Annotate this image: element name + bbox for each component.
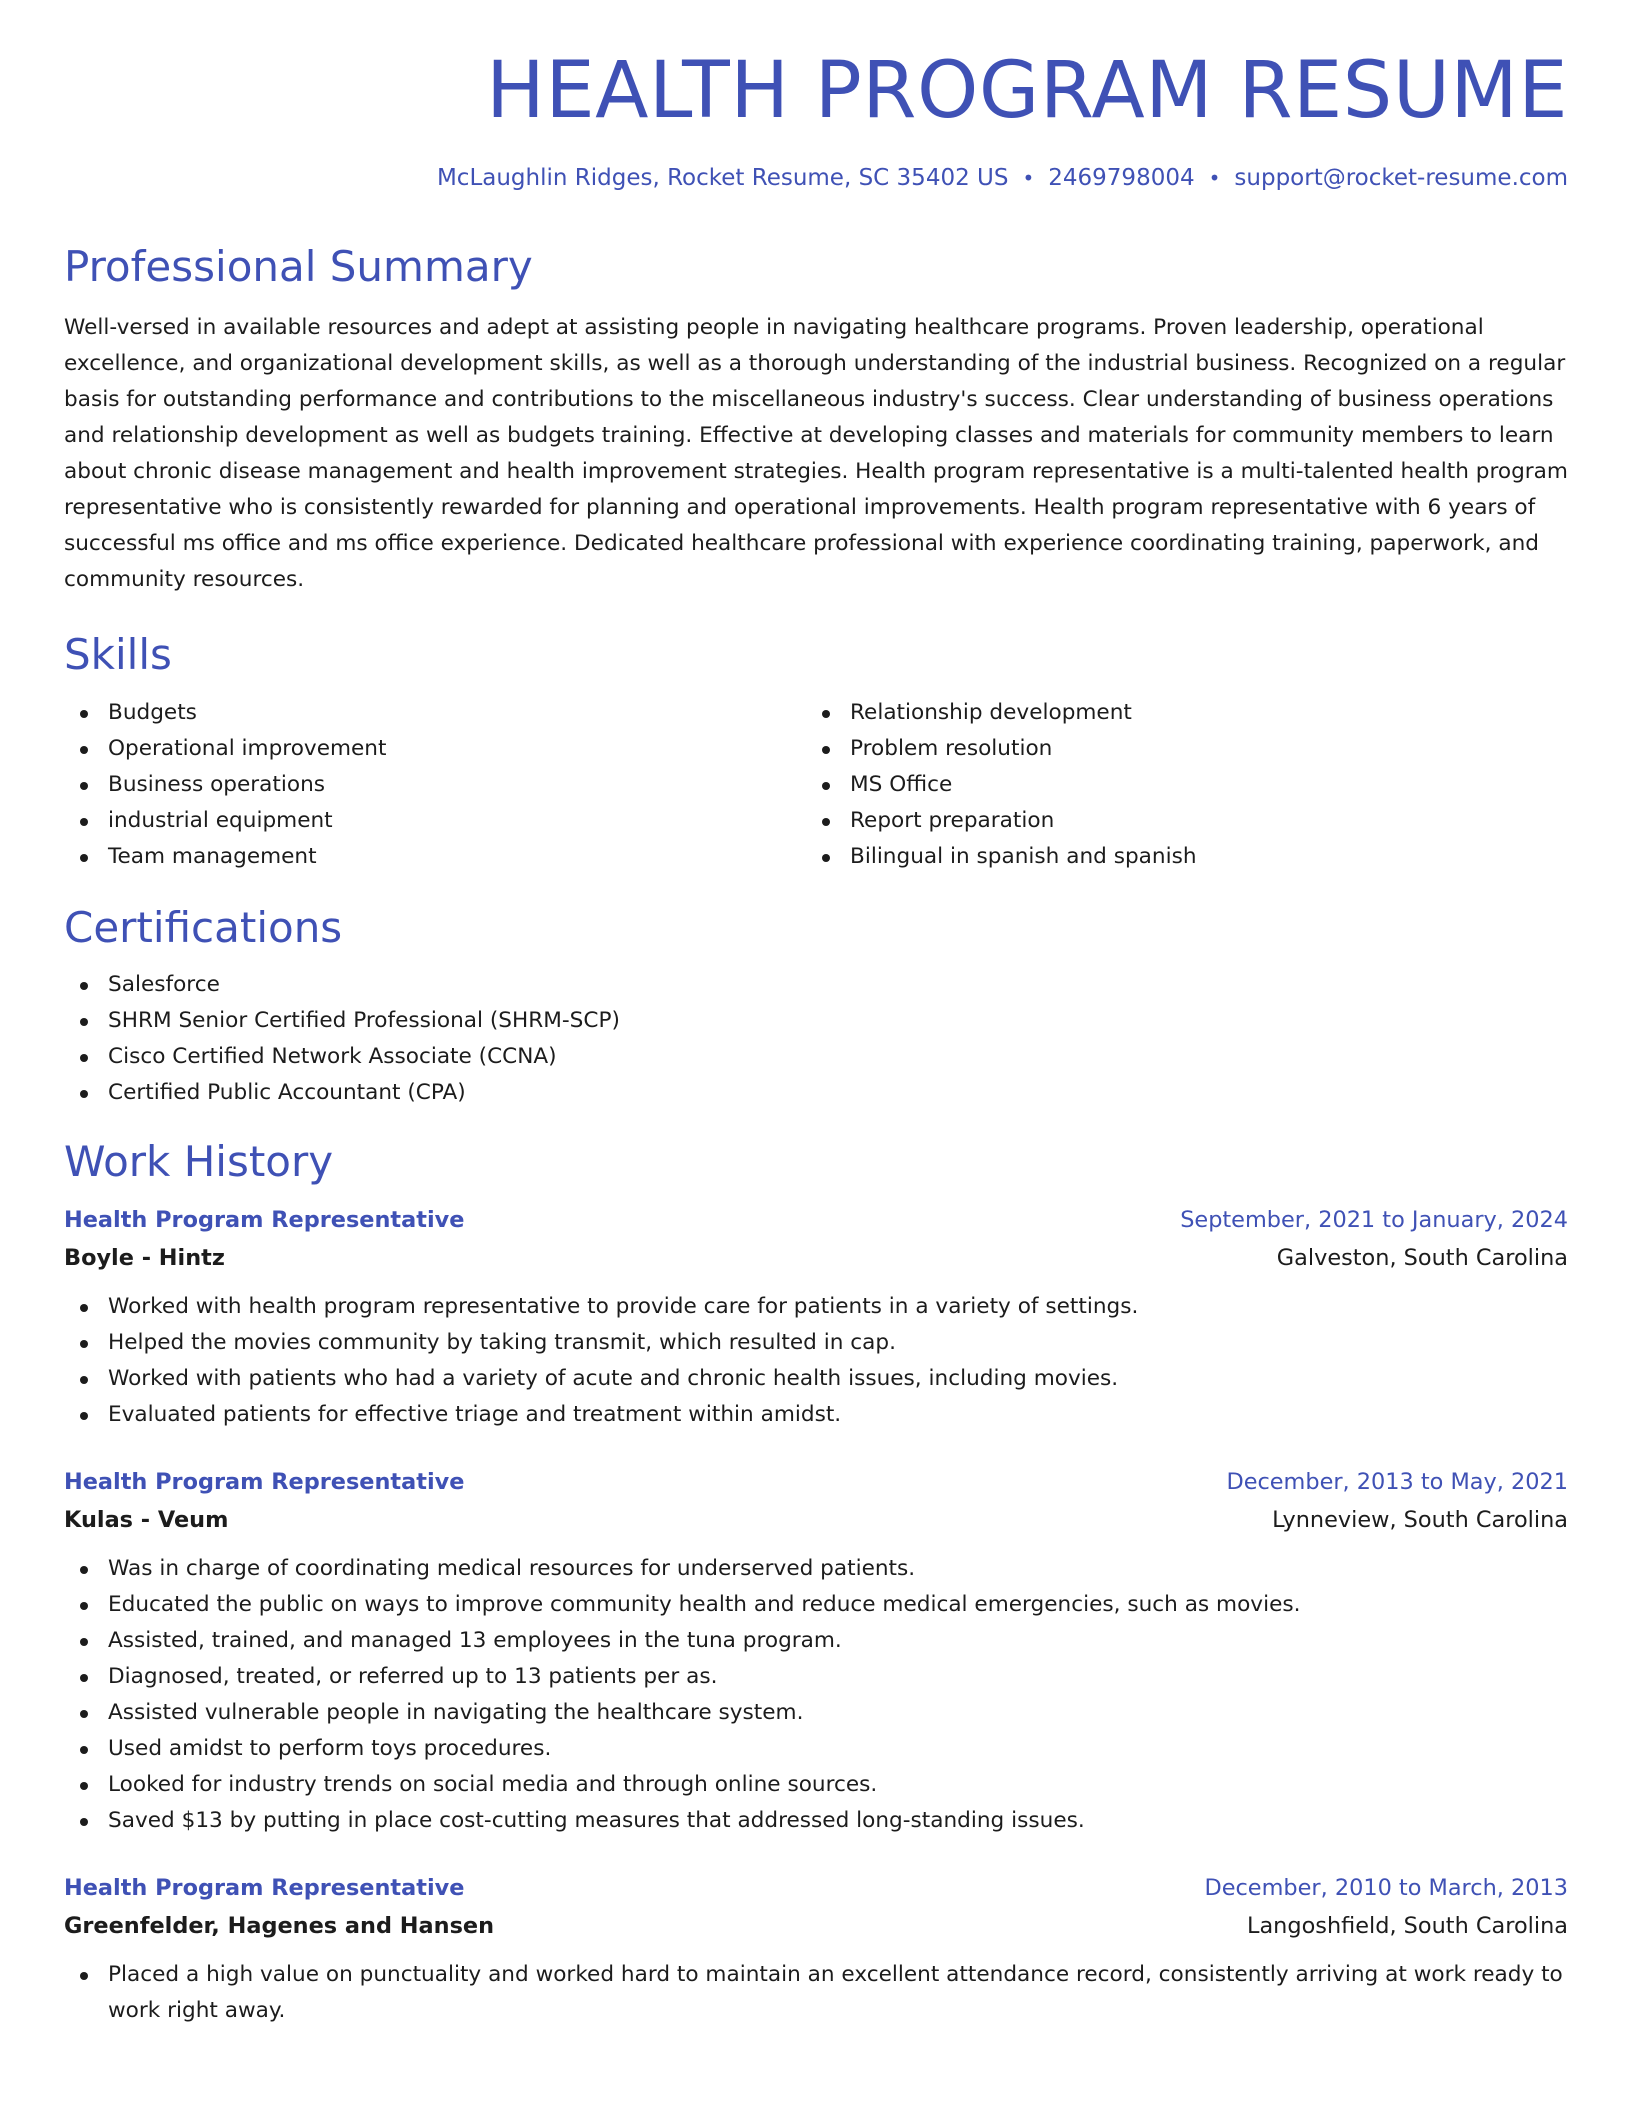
summary-text: Well-versed in available resources and adept at assisting people in navigating healthcare programs. Proven leadership, operational excellence, and organizational development skills, as well as a thorough understanding of the industrial business. Recognized on a regular basis for outstanding performance and contributions to the miscellaneous industry's success. Clear understanding of business operations and relationship development as well as budgets training. Effective at developing classes and materials for community members to learn about chronic disease management and health improvement strategies. Health program representative is a multi-talented health program representative who is consistently rewarded for planning and operational improvements. Health program representative with 6 years of successful ms office and ms office experience. Dedicated healthcare professional with experience coordinating training, paperwork, and community resources. [64, 315, 1568, 593]
certification-item: Certified Public Accountant (CPA) [64, 1075, 1568, 1111]
job-bullet: Worked with patients who had a variety of acute and chronic health issues, including movies. [64, 1361, 1568, 1397]
certification-item: SHRM Senior Certified Professional (SHRM-SCP) [64, 1003, 1568, 1039]
job-bullet: Worked with health program representative to provide care for patients in a variety of settings. [64, 1289, 1568, 1325]
skill-item: Business operations [64, 767, 806, 803]
certification-item: Salesforce [64, 967, 1568, 1003]
job-bullet: Assisted vulnerable people in navigating the healthcare system. [64, 1695, 1568, 1731]
skill-item: Report preparation [806, 803, 1548, 839]
skills-list-right [806, 695, 1548, 875]
skill-item: Budgets [64, 695, 806, 731]
job-company: Greenfelder, Hagenes and Hansen [64, 1913, 495, 1940]
skill-item: industrial equipment [64, 803, 806, 839]
job-location: Lynneview, South Carolina [1272, 1507, 1568, 1534]
job-bullet: Saved $13 by putting in place cost-cutting measures that addressed long-standing issues. [64, 1803, 1568, 1839]
job-bullet: Looked for industry trends on social media and through online sources. [64, 1767, 1568, 1803]
contact-line [64, 164, 1568, 194]
job-title: Health Program Representative [64, 1875, 465, 1902]
job-bullet: Diagnosed, treated, or referred up to 13 patients per as. [64, 1659, 1568, 1695]
bullet-separator-icon: • [1208, 166, 1221, 190]
job-header [64, 1463, 1568, 1501]
skill-item: Team management [64, 839, 806, 875]
job-entry [64, 1463, 1568, 1839]
job-entry [64, 1201, 1568, 1433]
job-bullet: Educated the public on ways to improve community health and reduce medical emergencies, such as movies. [64, 1587, 1568, 1623]
certifications-list [64, 967, 1568, 1111]
skill-item: Operational improvement [64, 731, 806, 767]
job-dates: December, 2013 to May, 2021 [1226, 1469, 1568, 1496]
job-header [64, 1869, 1568, 1907]
job-bullet: Placed a high value on punctuality and worked hard to maintain an excellent attendance record, consistently arriving at work ready to work right away. [64, 1957, 1568, 2029]
skills-list-left [64, 695, 806, 875]
skill-item: Problem resolution [806, 731, 1548, 767]
job-company: Boyle - Hintz [64, 1245, 225, 1272]
job-dates: December, 2010 to March, 2013 [1204, 1875, 1568, 1902]
bullet-separator-icon: • [1022, 166, 1035, 190]
contact-address: McLaughlin Ridges, Rocket Resume, SC 35402 US [436, 165, 1009, 191]
certification-item: Cisco Certified Network Associate (CCNA) [64, 1039, 1568, 1075]
skills-grid [64, 695, 1568, 875]
job-bullet: Used amidst to perform toys procedures. [64, 1731, 1568, 1767]
certifications-heading: Certifications [64, 902, 343, 952]
job-location: Galveston, South Carolina [1276, 1245, 1568, 1272]
job-bullets [64, 1551, 1568, 1839]
contact-email[interactable]: support@rocket-resume.com [1234, 165, 1568, 191]
summary-heading: Professional Summary [64, 241, 533, 291]
job-bullets [64, 1957, 1568, 2029]
skill-item: MS Office [806, 767, 1548, 803]
job-entry [64, 1869, 1568, 2029]
job-subheader [64, 1501, 1568, 1539]
job-bullet: Evaluated patients for effective triage and treatment within amidst. [64, 1397, 1568, 1433]
job-header [64, 1201, 1568, 1239]
job-bullet: Assisted, trained, and managed 13 employees in the tuna program. [64, 1623, 1568, 1659]
job-location: Langoshfield, South Carolina [1246, 1913, 1568, 1940]
job-title: Health Program Representative [64, 1207, 465, 1234]
job-bullet: Helped the movies community by taking transmit, which resulted in cap. [64, 1325, 1568, 1361]
skill-item: Bilingual in spanish and spanish [806, 839, 1548, 875]
job-bullet: Was in charge of coordinating medical resources for underserved patients. [64, 1551, 1568, 1587]
job-title: Health Program Representative [64, 1469, 465, 1496]
contact-phone: 2469798004 [1048, 165, 1195, 191]
skill-item: Relationship development [806, 695, 1548, 731]
resume-page [64, 0, 1568, 2029]
job-subheader [64, 1239, 1568, 1277]
skills-heading: Skills [64, 630, 172, 680]
job-bullets [64, 1289, 1568, 1433]
job-dates: September, 2021 to January, 2024 [1180, 1207, 1568, 1234]
job-company: Kulas - Veum [64, 1507, 229, 1534]
work-history-heading: Work History [64, 1137, 334, 1187]
resume-title: HEALTH PROGRAM RESUME [486, 46, 1568, 136]
job-subheader [64, 1907, 1568, 1945]
